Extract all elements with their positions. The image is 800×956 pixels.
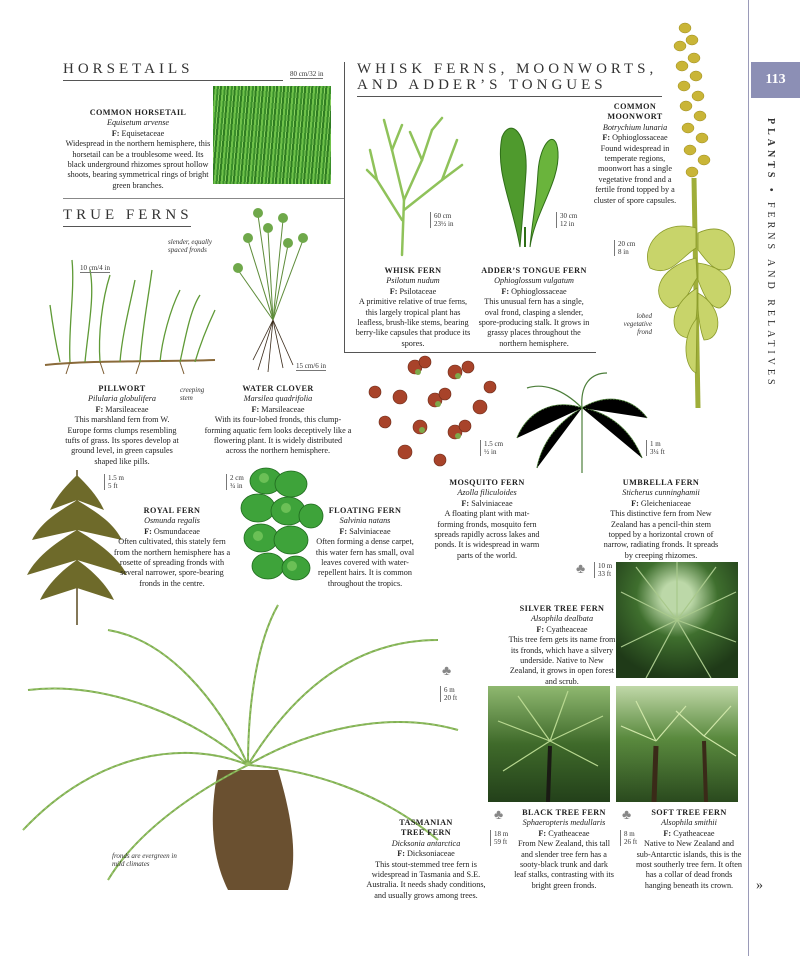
whisk-family: Psilotaceae (399, 286, 437, 296)
moonwort-latin: Botrychium lunaria (602, 122, 668, 132)
section-title-whisk-line2: AND ADDER’S TONGUES (357, 77, 607, 93)
section-title-horsetails: HORSETAILS (63, 61, 194, 77)
section-rule (357, 96, 662, 97)
entry-mosquito: MOSQUITO FERN Azolla filiculoides F: Salviniaceae A floating plant with mat-forming fronds, mosquito fern spreads rapidly across lakes and ponds. It is widespread in warm parts of the world. (432, 478, 542, 561)
black-tree-fern-photo (488, 686, 610, 802)
moonwort-illustration (630, 18, 745, 413)
entry-adder: ADDER’S TONGUE FERN Ophioglossum vulgatum F: Ophioglossaceae This unusual fern has a single, oval frond, clasping a slender, spore-producing stalk. It grows in grassy places throughout the northern hemisphere. (478, 266, 590, 348)
pillwort-illustration (40, 250, 220, 380)
horsetail-family-label: F: (111, 128, 120, 138)
black-latin: Sphaeropteris medullaris (522, 818, 606, 828)
horsetail-name: COMMON HORSETAIL (89, 108, 187, 117)
black-desc: From New Zealand, this tall and slender tree fern has a sooty-black trunk and dark leaf stalks, contrasting with its bright green fronds. (514, 839, 614, 890)
clover-name: WATER CLOVER (242, 384, 314, 393)
floating-desc: Often forming a dense carpet, this water fern has small, oval leaves covered with water-repellent hairs. It is common throughout the tropics. (315, 537, 415, 588)
entry-tasmanian: TASMANIAN TREE FERN Dicksonia antarctica F: Dicksoniaceae This stout-stemmed tree fern is widespread in Tasmania and S.E. Australia. It needs shady conditions, and usually grows among trees. (366, 818, 486, 900)
pillwort-desc: This marshland fern from W. Europe forms clumps resembling tufts of grass. Its spores develop at ground level, in green capsules shaped like pills. (65, 415, 179, 466)
umbrella-desc: This distinctive fern from New Zealand has a pencil-thin stem topped by a horizontal crown of narrow, radiating fronds. It spreads by creeping rhizomes. (603, 509, 719, 560)
entry-umbrella: UMBRELLA FERN Sticherus cunninghamii F: Gleicheniaceae This distinctive fern from New Zealand has a pencil-thin stem topped by a horizontal crown of narrow, radiating fronds. It spreads by creeping rhizomes. (600, 478, 722, 561)
clover-family: Marsileaceae (261, 404, 305, 414)
section-rule (63, 226, 191, 227)
floating-name: FLOATING FERN (328, 506, 402, 515)
soft-family: Cyatheaceae (673, 828, 715, 838)
moonwort-caption: lobed vegetative frond (623, 312, 652, 336)
palm-icon: ♣ (442, 664, 452, 679)
soft-latin: Alsophila smithii (661, 818, 717, 828)
adders-tongue-illustration (490, 112, 570, 252)
floating-size: 2 cm ¾ in (226, 474, 244, 490)
moonwort-desc: Found widespread in temperate regions, moonwort has a single vegetative frond and a fertile frond topped by a cluster of spore capsules. (593, 143, 677, 205)
moonwort-name-2: MOONWORT (607, 112, 663, 122)
tasmanian-caption: fronds are evergreen in mild climates (112, 852, 177, 868)
entry-pillwort: PILLWORT Pilularia globulifera F: Marsileaceae This marshland fern from W. Europe forms clumps resembling tufts of grass. Its spores develop at ground level, in green capsules shaped like pills. (62, 384, 182, 467)
palm-icon: ♣ (576, 562, 586, 577)
mosquito-name: MOSQUITO FERN (449, 478, 525, 487)
soft-size: 8 m 26 ft (620, 830, 637, 846)
umbrella-latin: Sticherus cunninghamii (622, 488, 700, 498)
side-label-bullet: • (765, 187, 776, 196)
royal-latin: Osmunda regalis (144, 516, 200, 526)
royal-size: 1.5 m 5 ft (104, 474, 124, 490)
black-name: BLACK TREE FERN (522, 808, 606, 817)
silver-latin: Alsophila dealbata (530, 614, 594, 624)
whisk-fern-illustration (362, 110, 472, 260)
tasmanian-latin: Dicksonia antarctica (391, 838, 461, 848)
umbrella-size: 1 m 3¼ ft (646, 440, 665, 456)
adder-latin: Ophioglossum vulgatum (494, 276, 574, 286)
mosquito-family: Salviniaceae (471, 498, 513, 508)
entry-royal: ROYAL FERN Osmunda regalis F: Osmundaceae Often cultivated, this stately fern from the northern hemisphere has a rosette of spreading fronds with several narrower, spore-bearing fronds in the centre. (113, 506, 231, 588)
pillwort-caption-stem: creeping stem (180, 386, 205, 402)
entry-silver: SILVER TREE FERN Alsophila dealbata F: Cyatheaceae This tree fern gets its name from its fronds, which have a silvery underside. Native to New Zealand, it grows in open forest and scrub. (506, 604, 618, 687)
mosquito-fern-illustration (360, 352, 510, 477)
section-title-true-ferns: TRUE FERNS (63, 207, 193, 223)
next-page-icon[interactable]: » (756, 878, 763, 893)
royal-family: Osmundaceae (153, 526, 200, 536)
mosquito-latin: Azolla filiculoides (457, 488, 517, 498)
moonwort-size: 20 cm 8 in (614, 240, 635, 256)
pillwort-size: 10 cm/4 in (80, 264, 110, 272)
horsetail-family: Equisetaceae (121, 128, 165, 138)
umbrella-fern-illustration (512, 368, 652, 478)
silver-tree-fern-photo (616, 562, 738, 678)
adder-name: ADDER’S TONGUE FERN (481, 266, 587, 275)
running-header (762, 118, 778, 418)
section-title-whisk-line1: WHISK FERNS, MOONWORTS, (357, 61, 658, 77)
pillwort-latin: Pilularia globulifera (87, 394, 156, 404)
adder-size: 30 cm 12 in (556, 212, 577, 228)
tasmanian-desc: This stout-stemmed tree fern is widespread in Tasmania and S.E. Australia. It needs shady conditions, and usually grows among trees. (366, 859, 486, 900)
side-label-plants: PLANTS (765, 118, 776, 182)
soft-tree-fern-photo (616, 686, 738, 802)
page-number: 113 (751, 62, 800, 98)
mosquito-size: 1.5 cm ½ in (480, 440, 503, 456)
whisk-name: WHISK FERN (384, 266, 442, 275)
entry-whisk: WHISK FERN Psilotum nudum F: Psilotaceae A primitive relative of true ferns, this largely tropical plant has leafless, brush-like stems, bearing berry-like capsules that produce its spores. (355, 266, 471, 348)
pillwort-caption-fronds: slender, equally spaced fronds (168, 238, 212, 254)
umbrella-family: Gleicheniaceae (640, 498, 691, 508)
moonwort-family: Ophioglossaceae (612, 133, 668, 143)
tasmanian-family: Dicksoniaceae (407, 849, 455, 859)
entry-water-clover: WATER CLOVER Marsilea quadrifolia F: Marsileaceae With its four-lobed fronds, this clump-forming aquatic fern looks deceptively like a flowering plant. It is widely distributed across the northern hemisphere. (204, 384, 352, 456)
side-label-section: FERNS AND RELATIVES (765, 201, 776, 389)
entry-black: BLACK TREE FERN Sphaeropteris medullaris F: Cyatheaceae From New Zealand, this tall and slender tree fern has a sooty-black trunk and dark leaf stalks, contrasting with its bright green fronds. (514, 808, 614, 890)
whisk-size: 60 cm 23½ in (430, 212, 453, 228)
tasmanian-name-2: TREE FERN (400, 828, 452, 838)
silver-size: 10 m 33 ft (594, 562, 612, 578)
soft-desc: Native to New Zealand and sub-Antarctic islands, this is the most southerly tree fern. It often has a collar of dead fronds hanging beneath its crown. (636, 839, 742, 890)
entry-soft: SOFT TREE FERN Alsophila smithii F: Cyatheaceae Native to New Zealand and sub-Antarctic islands, this is the most southerly tree fern. It often has a collar of dead fronds hanging beneath its crown. (636, 808, 742, 890)
silver-family: Cyatheaceae (546, 624, 588, 634)
pillwort-family: Marsileaceae (105, 404, 149, 414)
whisk-latin: Psilotum nudum (386, 276, 440, 286)
silver-name: SILVER TREE FERN (519, 604, 605, 613)
horsetail-desc: Widespread in the northern hemisphere, this horsetail can be a troublesome weed. Its black underground rhizomes sprout hollow shoots, bearing symmetrical rings of bright green branches. (65, 139, 211, 190)
clover-desc: With its four-lobed fronds, this clump-forming aquatic fern looks deceptively like a flowering plant. It is widely distributed across the northern hemisphere. (204, 415, 352, 456)
whisk-desc: A primitive relative of true ferns, this largely tropical plant has leafless, brush-like stems, bearing berry-like capsules that produce its spores. (355, 297, 471, 348)
pillwort-name: PILLWORT (98, 384, 146, 393)
clover-size: 15 cm/6 in (296, 362, 326, 370)
black-family: Cyatheaceae (548, 828, 590, 838)
section-rule (63, 80, 283, 81)
black-size: 18 m 59 ft (490, 830, 508, 846)
royal-desc: Often cultivated, this stately fern from the northern hemisphere has a rosette of spreading fronds with several narrower, spore-bearing fronds in the centre. (113, 537, 231, 588)
moonwort-name-1: COMMON (613, 102, 657, 111)
horsetail-latin: Equisetum arvense (106, 118, 170, 128)
palm-icon: ♣ (622, 808, 632, 823)
mosquito-desc: A floating plant with mat-forming fronds, mosquito fern spreads rapidly across lakes and ponds. It is widespread in warm parts of the world. (434, 509, 540, 560)
clover-latin: Marsilea quadrifolia (243, 394, 313, 404)
water-clover-illustration (228, 200, 318, 375)
side-divider (748, 0, 749, 956)
silver-desc: This tree fern gets its name from its fronds, which have a silvery underside. Native to New Zealand, it grows in open forest and scrub. (508, 635, 616, 686)
royal-name: ROYAL FERN (143, 506, 201, 515)
section-divider (344, 62, 345, 352)
palm-icon: ♣ (494, 808, 504, 823)
floating-latin: Salvinia natans (339, 516, 391, 526)
umbrella-name: UMBRELLA FERN (622, 478, 700, 487)
adder-family: Ophioglossaceae (511, 286, 567, 296)
tasmanian-size: 6 m 20 ft (440, 686, 457, 702)
adder-desc: This unusual fern has a single, oval frond, clasping a slender, spore-producing stalk. It grows in grassy places throughout the northern hemisphere. (478, 297, 590, 348)
floating-family: Salviniaceae (349, 526, 391, 536)
horsetail-photo (213, 86, 331, 184)
entry-moonwort: COMMON MOONWORT Botrychium lunaria F: Ophioglossaceae Found widespread in temperate regions, moonwort has a single vegetative frond and a fertile frond topped by a cluster of spore capsules. (593, 102, 677, 205)
soft-name: SOFT TREE FERN (651, 808, 727, 817)
section-divider (63, 198, 344, 199)
tasmanian-name-1: TASMANIAN (399, 818, 453, 827)
entry-horsetail (63, 108, 213, 191)
horsetail-size: 80 cm/32 in (290, 70, 324, 78)
entry-floating: FLOATING FERN Salvinia natans F: Salviniaceae Often forming a dense carpet, this water fern has small, oval leaves covered with water-repellent hairs. It is common throughout the tropics. (312, 506, 418, 589)
